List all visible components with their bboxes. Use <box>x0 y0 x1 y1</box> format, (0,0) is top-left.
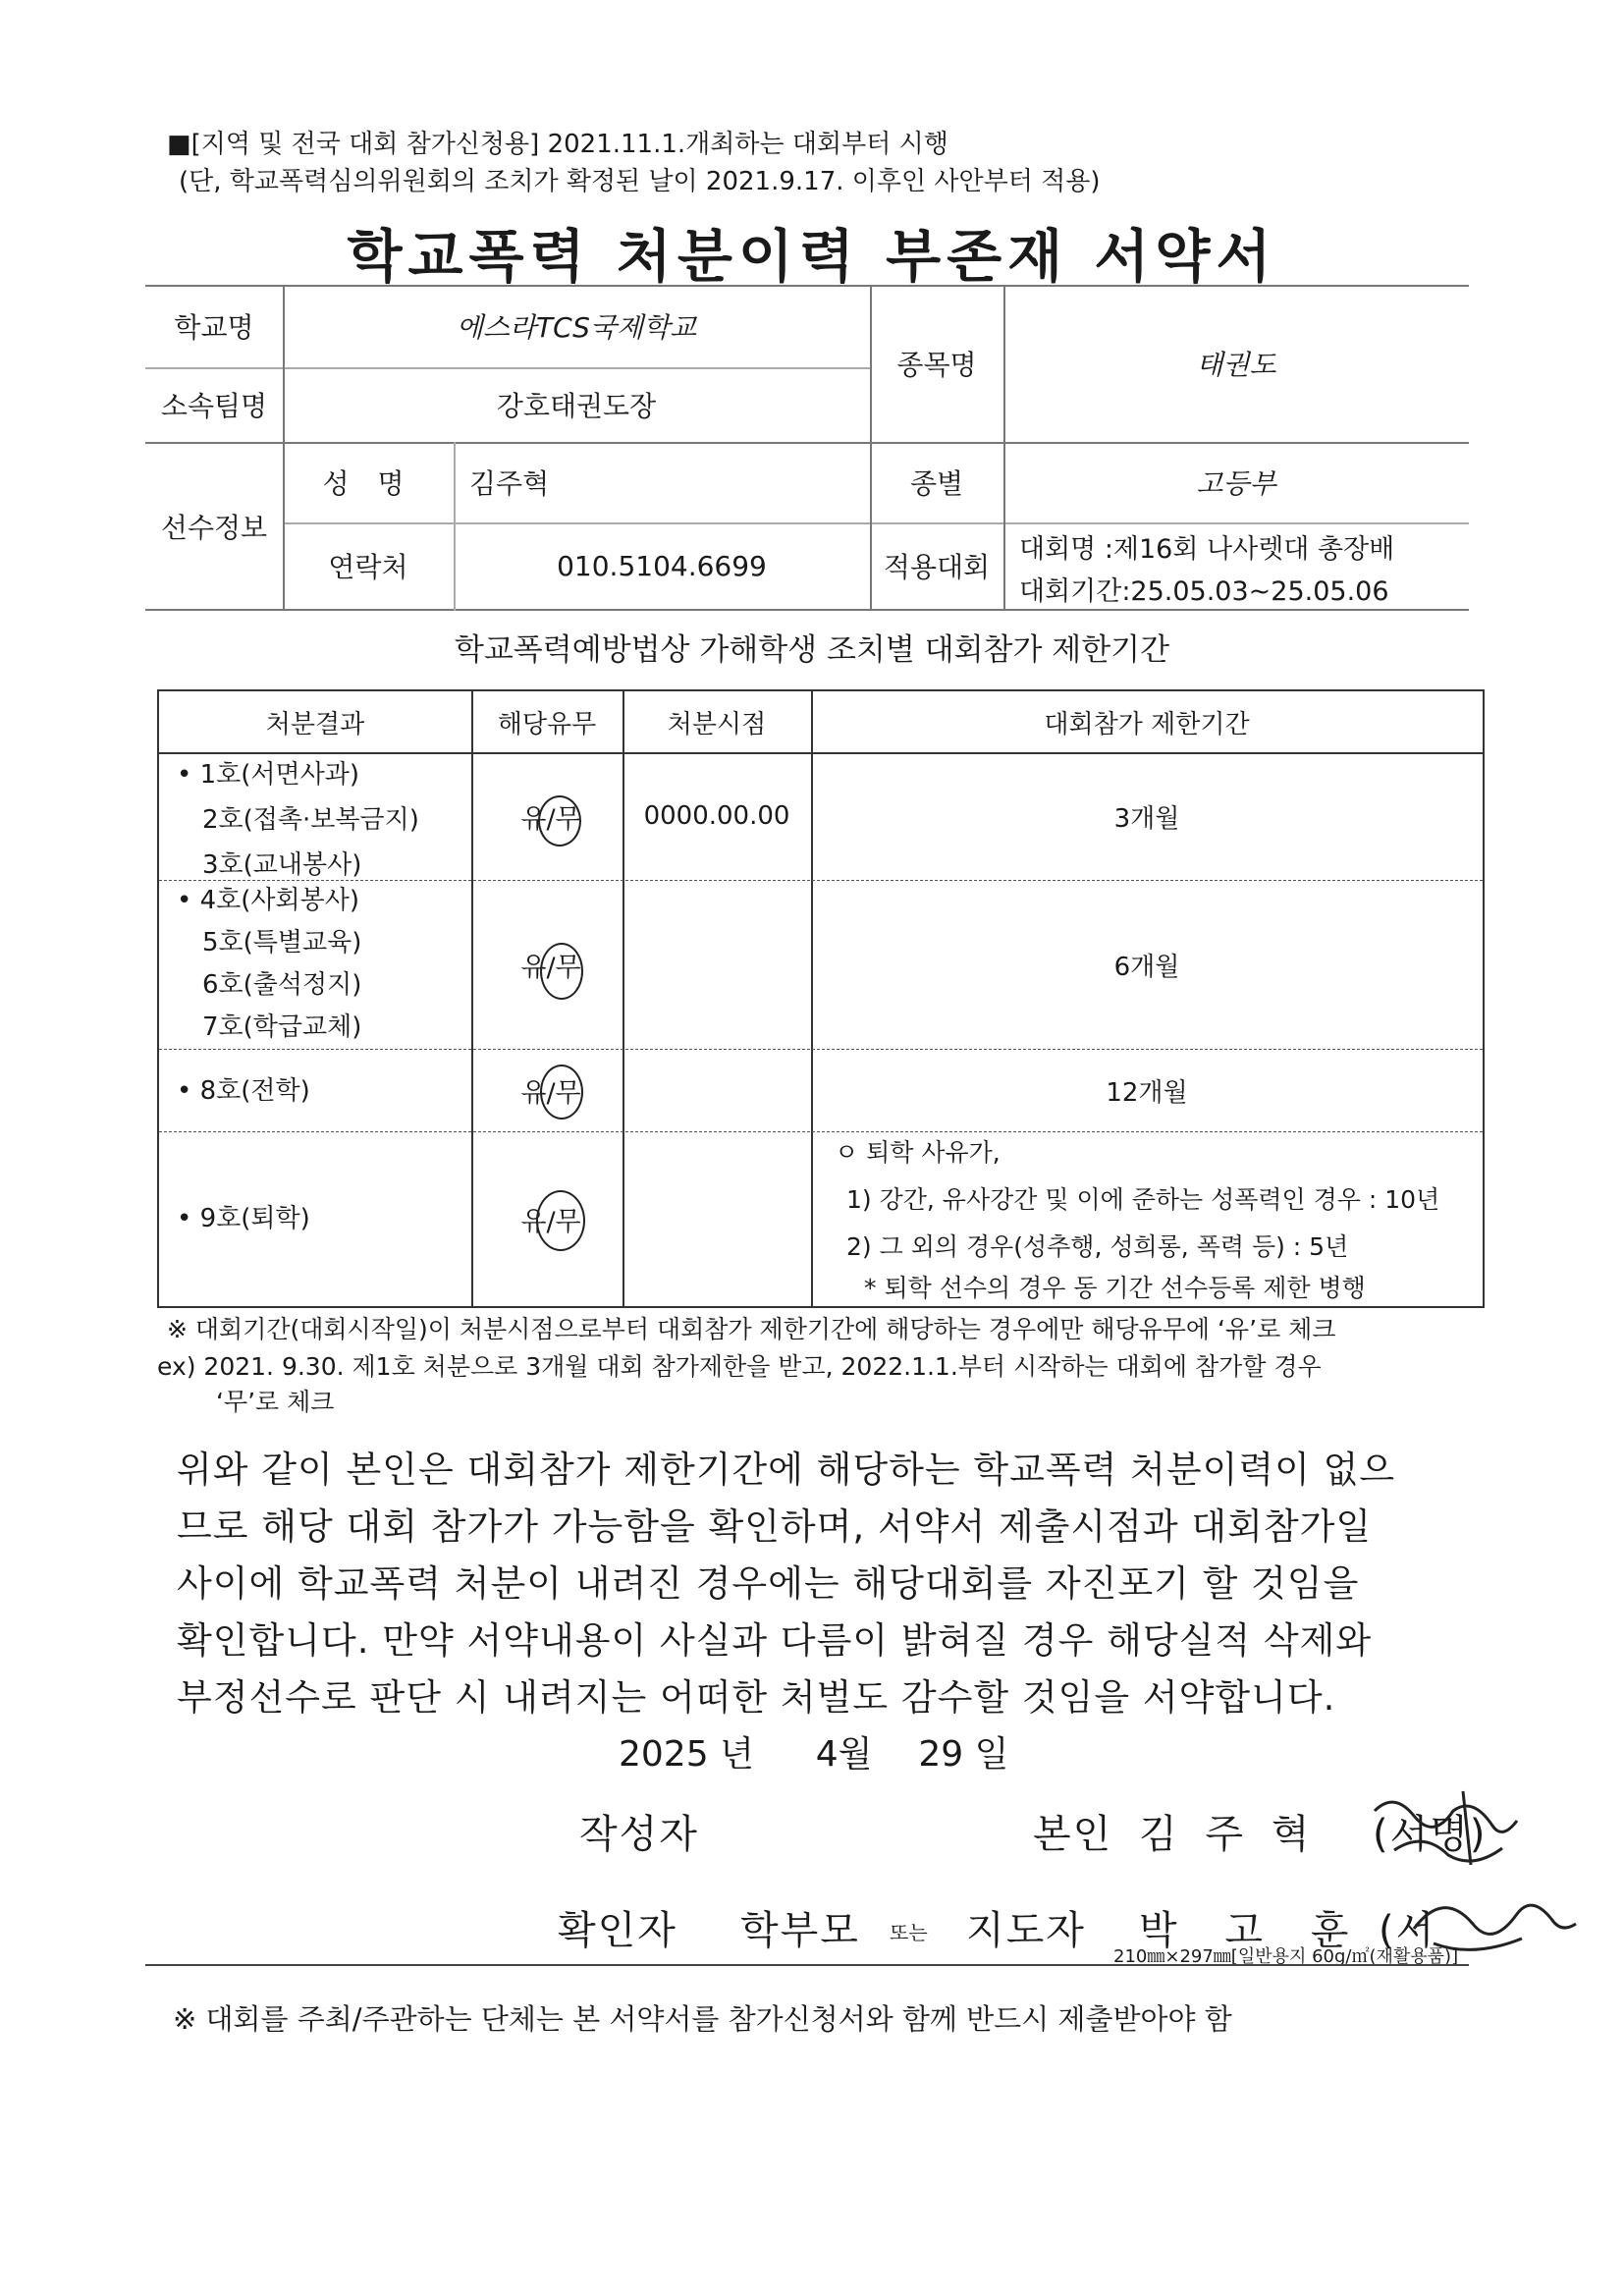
level-2: 2호(접촉·보복금지) <box>202 805 419 835</box>
date-day: 29 <box>918 1734 964 1775</box>
team-label: 소속팀명 <box>160 390 268 422</box>
player-label: 선수정보 <box>160 512 268 544</box>
header-date: 처분시점 <box>667 709 767 739</box>
expel-rule-1: 1) 강간, 유사강간 및 이에 준하는 성폭력인 경우 : 10년 <box>846 1185 1440 1214</box>
notice <box>167 126 1101 200</box>
header-result: 처분결과 <box>265 709 365 739</box>
date-year-unit: 년 <box>720 1734 754 1775</box>
row-4-levels <box>177 1196 310 1241</box>
expel-rule-3: * 퇴학 선수의 경우 동 기간 선수등록 제한 병행 <box>864 1274 1366 1302</box>
expel-intro: ㅇ 퇴학 사유가, <box>835 1138 1001 1167</box>
check-circle <box>538 795 581 847</box>
check-circle <box>536 1190 585 1251</box>
row-3-period: 12개월 <box>1106 1077 1188 1108</box>
level-8: • 8호(전학) <box>177 1076 310 1106</box>
date-year: 2025 <box>619 1734 709 1775</box>
level-4: • 4호(사회봉사) <box>177 886 360 915</box>
level-3: 3호(교내봉사) <box>202 850 362 880</box>
confirm-name: 박 고 훈 <box>1139 1908 1367 1953</box>
row-1-date: 0000.00.00 <box>643 801 790 831</box>
footer-note: ※ 대회를 주최/주관하는 단체는 본 서약서를 참가신청서와 함께 반드시 제출받아야 함 <box>173 2002 1232 2036</box>
note-1: ※ 대회기간(대회시작일)이 처분시점으로부터 대회참가 제한기간에 해당하는 경우에만 해당유무에 ‘유’로 체크 <box>167 1315 1336 1343</box>
division-label: 종별 <box>909 467 964 500</box>
confirm-role-parent: 학부모 <box>740 1908 860 1953</box>
document-title: 학교폭력 처분이력 부존재 서약서 <box>347 223 1277 290</box>
notice-line-1: ■[지역 및 전국 대회 참가신청용] 2021.11.1.개최하는 대회부터 시행 <box>167 130 948 159</box>
note-2: ex) 2021. 9.30. 제1호 처분으로 3개월 대회 참가제한을 받고, 2022.1.1.부터 시작하는 대회에 참가할 경우 <box>157 1352 1322 1381</box>
header-period: 대회참가 제한기간 <box>1044 709 1250 739</box>
row-3-yn: 유/무 <box>520 1077 581 1109</box>
event-name: 대회명 :제16회 나사렛대 총장배 <box>1019 533 1395 565</box>
date-month: 4월 <box>815 1734 873 1775</box>
writer-signature-scribble <box>1355 1772 1542 1880</box>
contact-value: 010.5104.6699 <box>557 549 767 582</box>
confirm-role-coach: 지도자 <box>966 1908 1086 1953</box>
level-1: • 1호(서면사과) <box>177 760 360 790</box>
sport-label: 종목명 <box>896 349 977 381</box>
row-3-levels <box>177 1068 310 1114</box>
row-4-yn: 유/무 <box>520 1206 581 1237</box>
school-label: 학교명 <box>174 311 254 344</box>
header-applicable: 해당유무 <box>497 709 597 739</box>
level-9: • 9호(퇴학) <box>177 1204 310 1233</box>
footer-divider <box>145 1964 1469 1966</box>
name-value: 김주혁 <box>469 467 550 500</box>
row-1-yn: 유/무 <box>520 803 581 835</box>
row-2-levels <box>177 880 361 1049</box>
row-1-levels <box>177 752 419 888</box>
event-period: 대회기간:25.05.03~25.05.06 <box>1019 575 1389 607</box>
school-value: 에스라TCS국제학교 <box>456 311 697 344</box>
row-2-period: 6개월 <box>1113 952 1180 982</box>
event-label: 적용대회 <box>883 551 991 583</box>
team-value: 강호태권도장 <box>496 390 657 422</box>
confirm-sign-mark: (서 <box>1379 1908 1436 1953</box>
sport-value: 태권도 <box>1196 349 1276 381</box>
info-table <box>145 285 1469 611</box>
writer-sign-mark: (서명) <box>1373 1812 1488 1857</box>
sanction-table <box>157 689 1485 1308</box>
contact-label: 연락처 <box>328 551 408 583</box>
pledge-line: 므로 해당 대회 참가가 가능함을 확인하며, 서약서 제출시점과 대회참가일 <box>177 1505 1373 1548</box>
confirm-label: 확인자 <box>558 1908 677 1953</box>
level-6: 6호(출석정지) <box>202 970 362 1000</box>
date-day-unit: 일 <box>974 1734 1009 1775</box>
paper-spec: 210㎜×297㎜[일반용지 60g/㎡(재활용품)] <box>1113 1946 1459 1967</box>
date-line <box>619 1726 1008 1777</box>
notice-line-2: (단, 학교폭력심의위원회의 조치가 확정된 날이 2021.9.17. 이후인 사안부터 적용) <box>179 167 1101 196</box>
division-value: 고등부 <box>1196 467 1276 500</box>
pledge-text <box>177 1442 1483 1726</box>
table-subtitle: 학교폭력예방법상 가해학생 조치별 대회참가 제한기간 <box>454 632 1170 668</box>
pledge-line: 확인합니다. 만약 서약내용이 사실과 다름이 밝혀질 경우 해당실적 삭제와 <box>177 1619 1373 1662</box>
note-3: ‘무’로 체크 <box>216 1388 335 1416</box>
pledge-line: 부정선수로 판단 시 내려지는 어떠한 처벌도 감수할 것임을 서약합니다. <box>177 1676 1336 1719</box>
writer-name: 김 주 혁 <box>1139 1812 1318 1857</box>
level-5: 5호(특별교육) <box>202 928 362 957</box>
confirm-or: 또는 <box>890 1921 928 1944</box>
writer-label: 작성자 <box>579 1812 699 1857</box>
row-2-yn: 유/무 <box>520 952 581 983</box>
row-1-period: 3개월 <box>1113 803 1180 834</box>
row-4-period <box>835 1129 1439 1306</box>
check-circle <box>540 1065 583 1120</box>
name-label: 성 명 <box>322 467 414 500</box>
pledge-line: 위와 같이 본인은 대회참가 제한기간에 해당하는 학교폭력 처분이력이 없으 <box>177 1449 1396 1491</box>
writer-role: 본인 <box>1033 1812 1113 1857</box>
check-circle <box>540 943 583 1000</box>
pledge-line: 사이에 학교폭력 처분이 내려진 경우에는 해당대회를 자진포기 할 것임을 <box>177 1562 1360 1605</box>
level-7: 7호(학급교체) <box>202 1012 362 1042</box>
expel-rule-2: 2) 그 외의 경우(성추행, 성희롱, 폭력 등) : 5년 <box>846 1232 1349 1261</box>
